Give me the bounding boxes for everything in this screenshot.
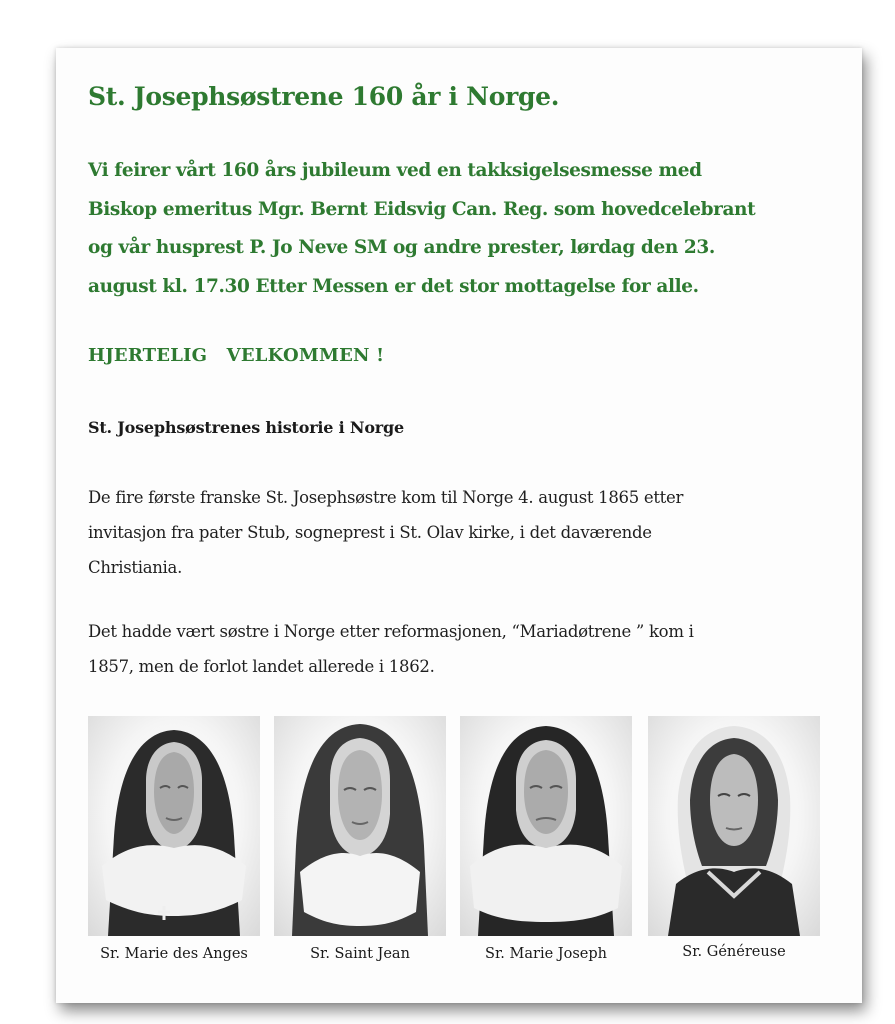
portrait-photo-marie-des-anges xyxy=(88,716,260,936)
portrait-caption: Sr. Généreuse xyxy=(682,944,786,960)
announcement-line: Biskop emeritus Mgr. Bernt Eidsvig Can. Reg. som hovedcelebrant xyxy=(88,198,756,220)
portrait-photo-marie-joseph xyxy=(460,716,632,936)
flyer-page xyxy=(56,48,862,1003)
history-heading: St. Josephsøstrenes historie i Norge xyxy=(88,418,404,437)
portrait-caption: Sr. Saint Jean xyxy=(310,946,410,962)
paragraph-line: Christiania. xyxy=(88,558,183,577)
paragraph-line: 1857, men de forlot landet allerede i 1862. xyxy=(88,657,435,676)
portrait-photo-saint-jean xyxy=(274,716,446,936)
page-title: St. Josephsøstrene 160 år i Norge. xyxy=(88,82,560,111)
announcement-line: Vi feirer vårt 160 års jubileum ved en takksigelsesmesse med xyxy=(88,160,702,181)
history-paragraph-2 xyxy=(88,614,694,684)
history-paragraph-1 xyxy=(88,480,683,585)
portrait-caption: Sr. Marie Joseph xyxy=(485,946,607,962)
announcement-line: august kl. 17.30 Etter Messen er det stor mottagelse for alle. xyxy=(88,275,699,297)
paragraph-line: invitasjon fra pater Stub, sogneprest i St. Olav kirke, i det daværende xyxy=(88,523,652,542)
announcement-text xyxy=(88,152,828,306)
welcome-heading: HJERTELIG VELKOMMEN ! xyxy=(88,345,385,366)
portrait-caption: Sr. Marie des Anges xyxy=(100,946,248,962)
portrait-photo-genereuse xyxy=(648,716,820,936)
paragraph-line: Det hadde vært søstre i Norge etter reformasjonen, “Mariadøtrene ” kom i xyxy=(88,622,694,641)
portrait-gallery xyxy=(88,716,828,986)
announcement-line: og vår husprest P. Jo Neve SM og andre prester, lørdag den 23. xyxy=(88,237,715,258)
paragraph-line: De fire første franske St. Josephsøstre kom til Norge 4. august 1865 etter xyxy=(88,488,684,507)
